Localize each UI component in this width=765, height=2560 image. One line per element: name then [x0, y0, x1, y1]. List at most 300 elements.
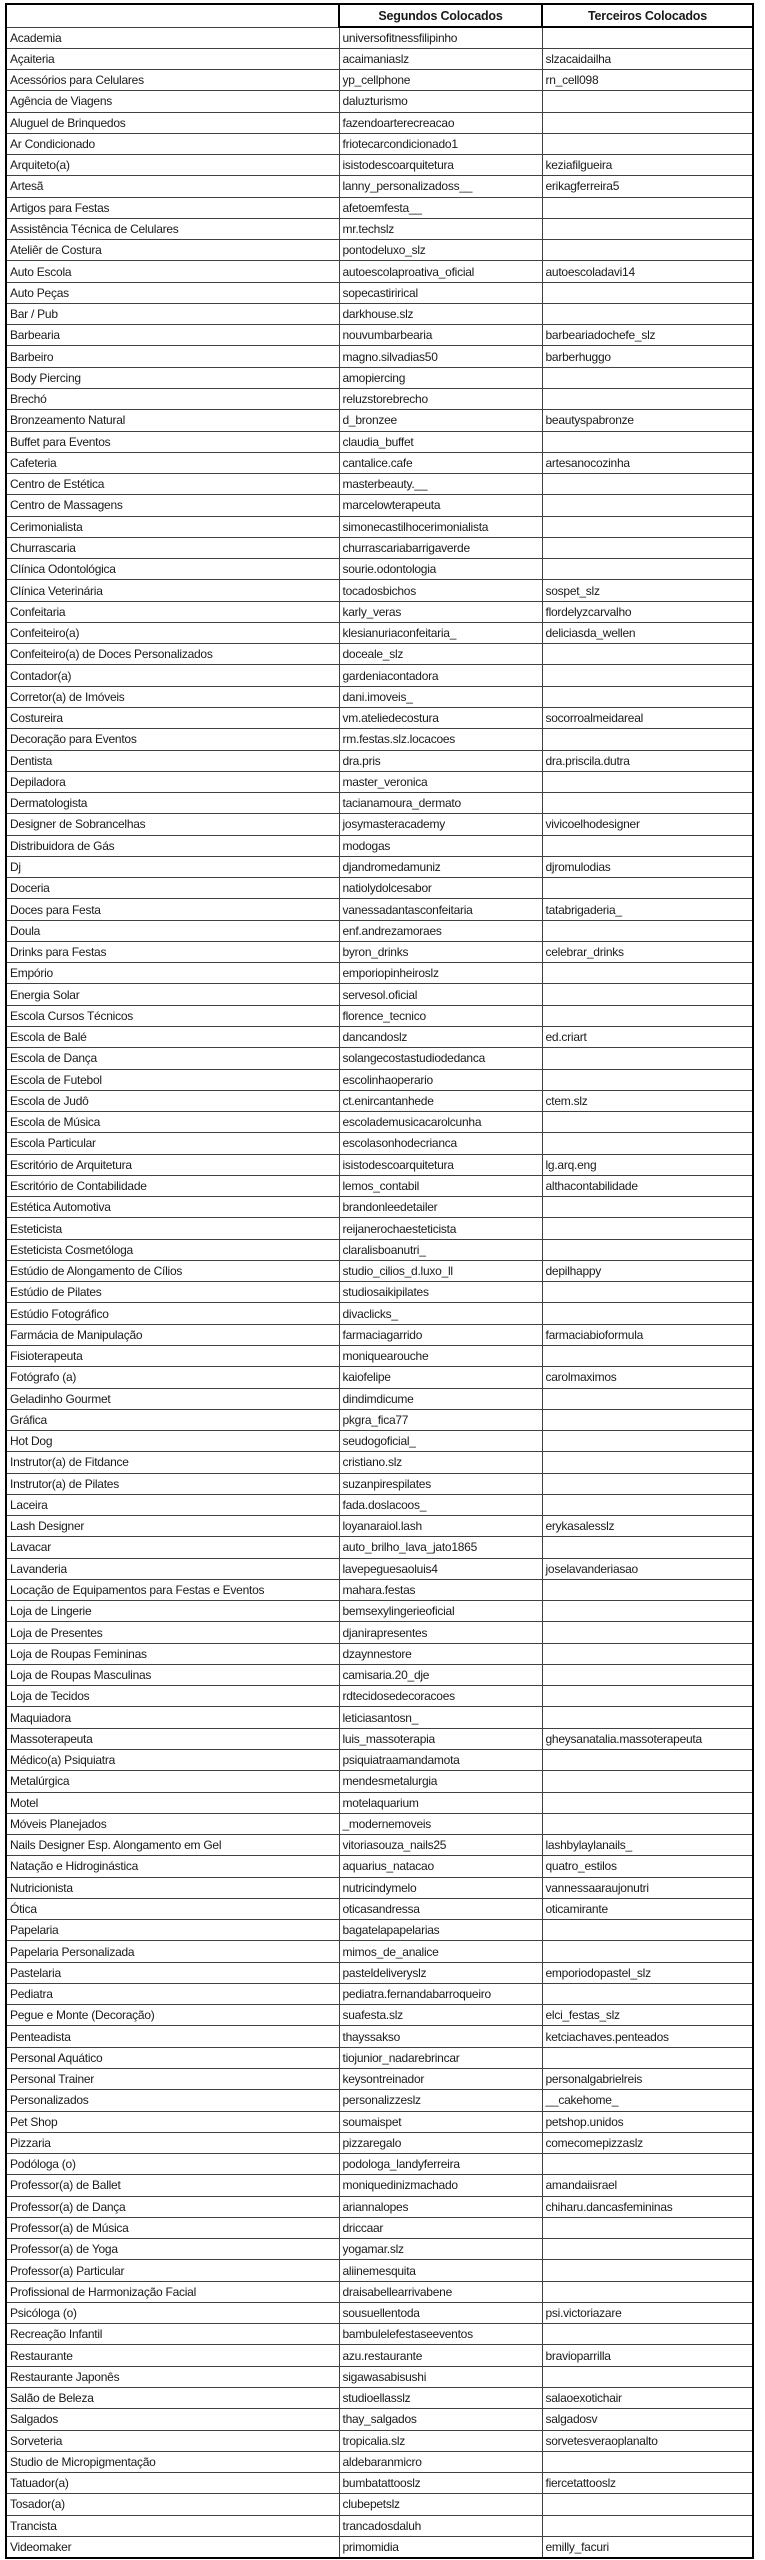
table-row [6, 1771, 753, 1792]
table-row [6, 814, 753, 835]
second-place-cell: acaimaniaslz [339, 48, 542, 69]
category-cell: Assistência Técnica de Celulares [6, 218, 339, 239]
category-cell: Drinks para Festas [6, 941, 339, 962]
table-row [6, 197, 753, 218]
table-row [6, 1431, 753, 1452]
second-place-cell: cantalice.cafe [339, 452, 542, 473]
second-place-cell: bemsexylingerieoficial [339, 1601, 542, 1622]
table-row [6, 2345, 753, 2366]
third-place-cell [542, 1218, 753, 1239]
category-cell: Auto Peças [6, 282, 339, 303]
table-row [6, 218, 753, 239]
third-place-cell: keziafilgueira [542, 155, 753, 176]
category-cell: Instrutor(a) de Pilates [6, 1473, 339, 1494]
category-cell: Restaurante Japonês [6, 2366, 339, 2387]
second-place-cell: fada.doslacoos_ [339, 1494, 542, 1515]
third-place-cell: artesanocozinha [542, 452, 753, 473]
third-place-cell [542, 1239, 753, 1260]
table-row [6, 750, 753, 771]
second-place-cell: isistodescoarquitetura [339, 1154, 542, 1175]
table-row [6, 2366, 753, 2387]
category-cell: Estúdio de Pilates [6, 1282, 339, 1303]
category-cell: Decoração para Eventos [6, 729, 339, 750]
category-cell: Gráfica [6, 1409, 339, 1430]
third-place-cell: sorvetesveraoplanalto [542, 2430, 753, 2451]
second-place-cell: podologa_landyferreira [339, 2154, 542, 2175]
third-place-cell [542, 1282, 753, 1303]
table-row [6, 2111, 753, 2132]
category-cell: Centro de Estética [6, 474, 339, 495]
third-place-cell [542, 1048, 753, 1069]
second-place-cell: pizzaregalo [339, 2132, 542, 2153]
category-cell: Costureira [6, 708, 339, 729]
table-row [6, 1622, 753, 1643]
category-cell: Artigos para Festas [6, 197, 339, 218]
second-place-cell: sigawasabisushi [339, 2366, 542, 2387]
third-place-cell [542, 1750, 753, 1771]
second-place-cell: josymasteracademy [339, 814, 542, 835]
third-place-cell [542, 1771, 753, 1792]
category-cell: Estúdio Fotográfico [6, 1303, 339, 1324]
table-row [6, 1218, 753, 1239]
third-place-cell: dra.priscila.dutra [542, 750, 753, 771]
third-place-cell: psi.victoriazare [542, 2302, 753, 2323]
category-cell: Barbeiro [6, 346, 339, 367]
category-cell: Papelaria Personalizada [6, 1941, 339, 1962]
second-place-cell: master_veronica [339, 771, 542, 792]
third-place-cell: carolmaximos [542, 1367, 753, 1388]
table-row [6, 346, 753, 367]
category-cell: Motel [6, 1792, 339, 1813]
third-place-cell: depilhappy [542, 1260, 753, 1281]
third-place-cell [542, 240, 753, 261]
second-place-cell: mr.techslz [339, 218, 542, 239]
table-row [6, 367, 753, 388]
third-place-cell: althacontabilidade [542, 1175, 753, 1196]
table-row [6, 1941, 753, 1962]
table-row [6, 133, 753, 154]
table-row [6, 2281, 753, 2302]
table-row [6, 644, 753, 665]
table-row [6, 1494, 753, 1515]
category-cell: Distribuidora de Gás [6, 835, 339, 856]
category-cell: Tosador(a) [6, 2494, 339, 2515]
second-place-cell: solangecostastudiodedanca [339, 1048, 542, 1069]
third-place-cell [542, 984, 753, 1005]
category-cell: Penteadista [6, 2026, 339, 2047]
second-place-cell: moniquearouche [339, 1345, 542, 1366]
category-cell: Professor(a) de Yoga [6, 2239, 339, 2260]
second-place-cell: driccaar [339, 2217, 542, 2238]
category-cell: Pegue e Monte (Decoração) [6, 2005, 339, 2026]
third-place-cell: vivicoelhodesigner [542, 814, 753, 835]
table-body [6, 27, 753, 2558]
third-place-cell: rn_cell098 [542, 70, 753, 91]
second-place-cell: primomidia [339, 2536, 542, 2557]
category-cell: Tatuador(a) [6, 2473, 339, 2494]
second-place-cell: lavepeguesaoluis4 [339, 1558, 542, 1579]
third-place-cell: chiharu.dancasfemininas [542, 2196, 753, 2217]
third-place-cell [542, 878, 753, 899]
category-cell: Médico(a) Psiquiatra [6, 1750, 339, 1771]
category-cell: Salgados [6, 2409, 339, 2430]
third-place-cell [542, 686, 753, 707]
second-place-cell: sopecastirirical [339, 282, 542, 303]
second-place-cell: djandromedamuniz [339, 856, 542, 877]
second-place-cell: d_bronzee [339, 410, 542, 431]
second-place-cell: camisaria.20_dje [339, 1664, 542, 1685]
third-place-cell [542, 2324, 753, 2345]
table-row [6, 70, 753, 91]
category-cell: Restaurante [6, 2345, 339, 2366]
third-place-cell: barberhuggo [542, 346, 753, 367]
third-place-cell [542, 1345, 753, 1366]
second-place-cell: escolasonhodecrianca [339, 1133, 542, 1154]
third-place-cell [542, 367, 753, 388]
second-place-cell: emporiopinheiroslz [339, 963, 542, 984]
third-place-cell: emporiodopastel_slz [542, 1962, 753, 1983]
table-row [6, 2387, 753, 2408]
second-place-cell: marcelowterapeuta [339, 495, 542, 516]
third-place-cell [542, 2494, 753, 2515]
table-row [6, 984, 753, 1005]
category-cell: Professor(a) de Dança [6, 2196, 339, 2217]
second-place-cell: ct.enircantanhede [339, 1090, 542, 1111]
third-place-cell: erikagferreira5 [542, 176, 753, 197]
third-place-cell [542, 2451, 753, 2472]
table-row [6, 2536, 753, 2557]
category-cell: Escola de Música [6, 1112, 339, 1133]
third-place-cell [542, 1813, 753, 1834]
table-row [6, 559, 753, 580]
second-place-cell: luis_massoterapia [339, 1728, 542, 1749]
third-place-cell: salaoexotichair [542, 2387, 753, 2408]
third-place-cell: oticamirante [542, 1898, 753, 1919]
third-place-cell: beautyspabronze [542, 410, 753, 431]
category-cell: Recreação Infantil [6, 2324, 339, 2345]
second-place-cell: studio_cilios_d.luxo_ll [339, 1260, 542, 1281]
category-cell: Energia Solar [6, 984, 339, 1005]
table-row [6, 686, 753, 707]
category-cell: Escola Cursos Técnicos [6, 1005, 339, 1026]
second-place-cell: rm.festas.slz.locacoes [339, 729, 542, 750]
second-place-cell: amopiercing [339, 367, 542, 388]
third-place-cell [542, 1452, 753, 1473]
table-row [6, 2154, 753, 2175]
table-row [6, 261, 753, 282]
third-place-cell [542, 133, 753, 154]
third-place-cell [542, 112, 753, 133]
second-place-cell: escolademusicacarolcunha [339, 1112, 542, 1133]
category-cell: Cafeteria [6, 452, 339, 473]
second-place-cell: tacianamoura_dermato [339, 793, 542, 814]
second-place-cell: leticiasantosn_ [339, 1707, 542, 1728]
second-place-cell: clubepetslz [339, 2494, 542, 2515]
third-place-cell [542, 1622, 753, 1643]
table-row [6, 2196, 753, 2217]
category-cell: Pet Shop [6, 2111, 339, 2132]
second-place-cell: natiolydolcesabor [339, 878, 542, 899]
table-row [6, 1367, 753, 1388]
third-place-cell [542, 793, 753, 814]
category-cell: Profissional de Harmonização Facial [6, 2281, 339, 2302]
second-place-cell: dzaynnestore [339, 1643, 542, 1664]
table-row [6, 1345, 753, 1366]
table-row [6, 2451, 753, 2472]
table-row [6, 389, 753, 410]
category-cell: Dj [6, 856, 339, 877]
category-cell: Nails Designer Esp. Alongamento em Gel [6, 1835, 339, 1856]
category-cell: Personalizados [6, 2090, 339, 2111]
third-place-cell [542, 197, 753, 218]
category-cell: Contador(a) [6, 665, 339, 686]
third-place-cell: ketciachaves.penteados [542, 2026, 753, 2047]
category-cell: Lavanderia [6, 1558, 339, 1579]
category-cell: Fotógrafo (a) [6, 1367, 339, 1388]
table-row [6, 941, 753, 962]
table-row [6, 1813, 753, 1834]
third-place-cell [542, 303, 753, 324]
second-place-cell: vitoriasouza_nails25 [339, 1835, 542, 1856]
category-cell: Barbearia [6, 325, 339, 346]
table-row [6, 1303, 753, 1324]
second-place-cell: rdtecidosedecoracoes [339, 1686, 542, 1707]
third-place-cell: autoescoladavi14 [542, 261, 753, 282]
second-place-cell: tocadosbichos [339, 580, 542, 601]
second-place-cell: thay_salgados [339, 2409, 542, 2430]
table-row [6, 622, 753, 643]
category-cell: Laceira [6, 1494, 339, 1515]
category-cell: Doceria [6, 878, 339, 899]
third-place-cell [542, 27, 753, 48]
table-row [6, 1558, 753, 1579]
category-cell: Cerimonialista [6, 516, 339, 537]
header-row [6, 4, 753, 27]
category-cell: Escola de Dança [6, 1048, 339, 1069]
third-place-cell [542, 1920, 753, 1941]
third-place-cell [542, 2047, 753, 2068]
second-place-cell: trancadosdaluh [339, 2515, 542, 2536]
category-cell: Instrutor(a) de Fitdance [6, 1452, 339, 1473]
second-place-cell: moniquedinizmachado [339, 2175, 542, 2196]
category-cell: Ar Condicionado [6, 133, 339, 154]
table-row [6, 580, 753, 601]
third-place-cell [542, 1069, 753, 1090]
category-cell: Academia [6, 27, 339, 48]
header-second-place: Segundos Colocados [339, 4, 542, 27]
third-place-cell [542, 2515, 753, 2536]
category-cell: Açaiteria [6, 48, 339, 69]
third-place-cell [542, 474, 753, 495]
third-place-cell [542, 1579, 753, 1600]
category-cell: Massoterapeuta [6, 1728, 339, 1749]
table-row [6, 1452, 753, 1473]
third-place-cell: vannessaaraujonutri [542, 1877, 753, 1898]
table-row [6, 1920, 753, 1941]
category-cell: Corretor(a) de Imóveis [6, 686, 339, 707]
table-row [6, 2175, 753, 2196]
second-place-cell: keysontreinador [339, 2069, 542, 2090]
table-header [6, 4, 753, 27]
table-row [6, 1197, 753, 1218]
table-row [6, 2026, 753, 2047]
category-cell: Clínica Odontológica [6, 559, 339, 580]
table-row [6, 2090, 753, 2111]
second-place-cell: mendesmetalurgia [339, 1771, 542, 1792]
third-place-cell [542, 516, 753, 537]
second-place-cell: sousuellentoda [339, 2302, 542, 2323]
table-row [6, 1112, 753, 1133]
third-place-cell [542, 665, 753, 686]
category-cell: Agência de Viagens [6, 91, 339, 112]
category-cell: Studio de Micropigmentação [6, 2451, 339, 2472]
second-place-cell: studioellasslz [339, 2387, 542, 2408]
category-cell: Psicóloga (o) [6, 2302, 339, 2323]
table-row [6, 856, 753, 877]
table-row [6, 899, 753, 920]
second-place-cell: masterbeauty.__ [339, 474, 542, 495]
table-row [6, 325, 753, 346]
table-row [6, 474, 753, 495]
table-row [6, 920, 753, 941]
second-place-cell: tiojunior_nadarebrincar [339, 2047, 542, 2068]
third-place-cell [542, 963, 753, 984]
category-cell: Loja de Roupas Femininas [6, 1643, 339, 1664]
second-place-cell: lemos_contabil [339, 1175, 542, 1196]
table-row [6, 2515, 753, 2536]
second-place-cell: divaclicks_ [339, 1303, 542, 1324]
third-place-cell [542, 389, 753, 410]
table-row [6, 516, 753, 537]
third-place-cell [542, 218, 753, 239]
category-cell: Papelaria [6, 1920, 339, 1941]
category-cell: Professor(a) Particular [6, 2260, 339, 2281]
category-cell: Dentista [6, 750, 339, 771]
second-place-cell: auto_brilho_lava_jato1865 [339, 1537, 542, 1558]
table-row [6, 708, 753, 729]
table-row [6, 1133, 753, 1154]
third-place-cell: flordelyzcarvalho [542, 601, 753, 622]
third-place-cell [542, 1303, 753, 1324]
table-row [6, 1154, 753, 1175]
category-cell: Escritório de Contabilidade [6, 1175, 339, 1196]
category-cell: Lash Designer [6, 1516, 339, 1537]
second-place-cell: brandonleedetailer [339, 1197, 542, 1218]
second-place-cell: seudogoficial_ [339, 1431, 542, 1452]
category-cell: Auto Escola [6, 261, 339, 282]
table-row [6, 1048, 753, 1069]
category-cell: Pastelaria [6, 1962, 339, 1983]
third-place-cell: djromulodias [542, 856, 753, 877]
third-place-cell [542, 1643, 753, 1664]
table-row [6, 2005, 753, 2026]
table-row [6, 1516, 753, 1537]
second-place-cell: isistodescoarquitetura [339, 155, 542, 176]
category-cell: Loja de Tecidos [6, 1686, 339, 1707]
third-place-cell: slzacaidailha [542, 48, 753, 69]
table-row [6, 771, 753, 792]
second-place-cell: claudia_buffet [339, 431, 542, 452]
second-place-cell: ariannalopes [339, 2196, 542, 2217]
second-place-cell: yp_cellphone [339, 70, 542, 91]
second-place-cell: karly_veras [339, 601, 542, 622]
second-place-cell: dindimdicume [339, 1388, 542, 1409]
third-place-cell [542, 1686, 753, 1707]
category-cell: Ótica [6, 1898, 339, 1919]
second-place-cell: aliinemesquita [339, 2260, 542, 2281]
category-cell: Esteticista Cosmetóloga [6, 1239, 339, 1260]
table-row [6, 1537, 753, 1558]
third-place-cell [542, 920, 753, 941]
table-row [6, 48, 753, 69]
category-cell: Farmácia de Manipulação [6, 1324, 339, 1345]
table-row [6, 112, 753, 133]
third-place-cell [542, 431, 753, 452]
second-place-cell: kaiofelipe [339, 1367, 542, 1388]
third-place-cell: petshop.unidos [542, 2111, 753, 2132]
table-row [6, 2239, 753, 2260]
category-cell: Acessórios para Celulares [6, 70, 339, 91]
table-row [6, 2217, 753, 2238]
table-row [6, 1090, 753, 1111]
table-row [6, 1069, 753, 1090]
third-place-cell [542, 1494, 753, 1515]
table-row [6, 240, 753, 261]
category-cell: Churrascaria [6, 537, 339, 558]
category-cell: Salão de Beleza [6, 2387, 339, 2408]
third-place-cell: ctem.slz [542, 1090, 753, 1111]
second-place-cell: doceale_slz [339, 644, 542, 665]
table-row [6, 1409, 753, 1430]
table-row [6, 1835, 753, 1856]
category-cell: Escritório de Arquitetura [6, 1154, 339, 1175]
third-place-cell: personalgabrielreis [542, 2069, 753, 2090]
second-place-cell: nutricindymelo [339, 1877, 542, 1898]
category-cell: Loja de Roupas Masculinas [6, 1664, 339, 1685]
third-place-cell [542, 2217, 753, 2238]
category-cell: Fisioterapeuta [6, 1345, 339, 1366]
table-row [6, 1983, 753, 2004]
second-place-cell: azu.restaurante [339, 2345, 542, 2366]
table-row [6, 1175, 753, 1196]
table-row [6, 1962, 753, 1983]
table-row [6, 2047, 753, 2068]
second-place-cell: suzanpirespilates [339, 1473, 542, 1494]
third-place-cell [542, 1537, 753, 1558]
category-cell: Professor(a) de Ballet [6, 2175, 339, 2196]
table-row [6, 410, 753, 431]
third-place-cell: lashbylaylanails_ [542, 1835, 753, 1856]
table-row [6, 1856, 753, 1877]
second-place-cell: yogamar.slz [339, 2239, 542, 2260]
third-place-cell [542, 1707, 753, 1728]
table-row [6, 2069, 753, 2090]
header-category [6, 4, 339, 27]
second-place-cell: vm.ateliedecostura [339, 708, 542, 729]
table-row [6, 2260, 753, 2281]
third-place-cell [542, 1431, 753, 1452]
table-row [6, 2494, 753, 2515]
third-place-cell [542, 559, 753, 580]
category-cell: Buffet para Eventos [6, 431, 339, 452]
third-place-cell [542, 1941, 753, 1962]
table-row [6, 601, 753, 622]
header-third-place: Terceiros Colocados [542, 4, 753, 27]
category-cell: Personal Aquático [6, 2047, 339, 2068]
second-place-cell: dancandoslz [339, 1026, 542, 1047]
second-place-cell: florence_tecnico [339, 1005, 542, 1026]
second-place-cell: sourie.odontologia [339, 559, 542, 580]
